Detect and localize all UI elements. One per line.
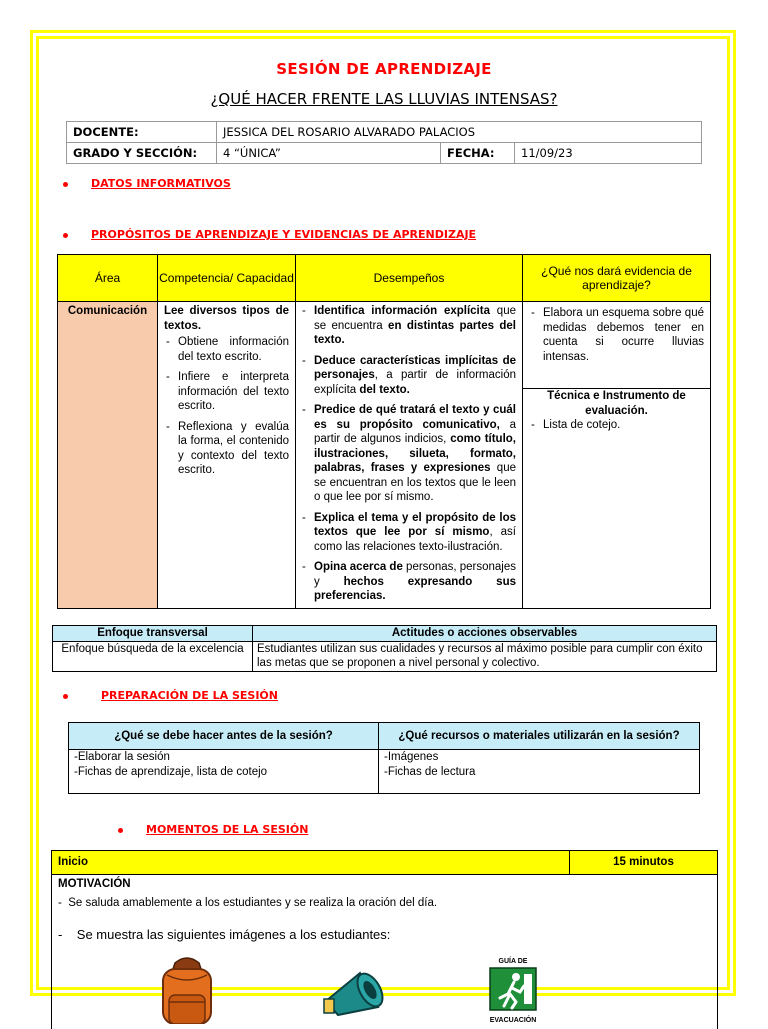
- bullet-dot: [63, 233, 68, 238]
- evidencia-list: [529, 306, 704, 364]
- antes-item: -Fichas de aprendizaje, lista de cotejo: [74, 765, 373, 780]
- actitudes-value: Estudiantes utilizan sus cualidades y recursos al máximo posible para cumplir con éxito las metas que se proponen a nivel personal y colectivo.: [253, 641, 717, 671]
- header-area: Área: [58, 255, 158, 302]
- document-subtitle: ¿QUÉ HACER FRENTE LAS LLUVIAS INTENSAS?: [0, 90, 768, 108]
- info-table: [66, 121, 702, 164]
- area-text: Comunicación: [68, 305, 147, 317]
- bullet-dot: [63, 182, 68, 187]
- grado-value: 4 “ÚNICA”: [217, 143, 441, 164]
- evacuation-guide-text: GUÍA DE: [484, 958, 542, 966]
- recursos-item: -Imágenes: [384, 750, 694, 765]
- desempeno-item: - Identifica información explícita que se encuentra en distintas partes del texto.: [300, 304, 516, 348]
- motivacion-title: MOTIVACIÓN: [58, 877, 711, 892]
- motivacion-line: - Se saluda amablemente a los estudiantes y se realiza la oración del día.: [58, 896, 711, 911]
- antes-cell: [69, 750, 379, 794]
- desempeno-item: - Opina acerca de personas, personajes y hechos expresando sus preferencias.: [300, 560, 516, 604]
- enfoque-value: Enfoque búsqueda de la excelencia: [53, 641, 253, 671]
- antes-header: ¿Qué se debe hacer antes de la sesión?: [69, 723, 379, 750]
- section-datos: DATOS INFORMATIVOS: [91, 177, 231, 190]
- bullet-dot: [118, 828, 123, 833]
- capacidad-item: - Infiere e interpreta información del texto escrito.: [164, 370, 289, 414]
- minutos-header: 15 minutos: [570, 851, 718, 875]
- antes-item: -Elaborar la sesión: [74, 750, 373, 765]
- running-man-icon: [484, 966, 542, 1012]
- capacidad-item: - Obtiene información del texto escrito.: [164, 335, 289, 364]
- grado-label: GRADO Y SECCIÓN:: [67, 143, 217, 164]
- header-competencia: Competencia/ Capacidad: [158, 255, 296, 302]
- header-desempenos: Desempeños: [296, 255, 523, 302]
- docente-label: DOCENTE:: [67, 122, 217, 143]
- tecnica-list: [529, 418, 704, 433]
- capacidades-list: [164, 335, 289, 478]
- recursos-item: -Fichas de lectura: [384, 765, 694, 780]
- actitudes-header: Actitudes o acciones observables: [253, 626, 717, 642]
- tecnica-item: - Lista de cotejo.: [529, 418, 704, 433]
- motivacion-line: - Se muestra las siguientes imágenes a los estudiantes:: [58, 928, 711, 943]
- area-cell: [58, 302, 158, 609]
- competencia-title: Lee diversos tipos de textos.: [164, 304, 289, 333]
- bullet-dot: [63, 694, 68, 699]
- section-preparacion: PREPARACIÓN DE LA SESIÓN: [101, 689, 278, 702]
- desempeno-item: - Explica el tema y el propósito de los textos que lee por sí mismo, así como las relaciones texto-ilustración.: [300, 511, 516, 555]
- section-propositos: PROPÓSITOS DE APRENDIZAJE Y EVIDENCIAS DE APRENDIZAJE: [91, 228, 476, 241]
- evidencia-item: - Elabora un esquema sobre qué medidas debemos tener en cuenta si ocurre lluvias intensas.: [529, 306, 704, 364]
- desempenos-list: [300, 304, 516, 604]
- desempeno-item: - Deduce características implícitas de personajes, a partir de información explícita del texto.: [300, 354, 516, 398]
- desempeno-item: - Predice de qué tratará el texto y cuál es su propósito comunicativo, a partir de algunos indicios, como título, ilustraciones, silueta, formato, palabras, frases y expresiones que se encuentran en los textos que le leen o que lee por sí mismo.: [300, 403, 516, 505]
- inicio-header: Inicio: [52, 851, 570, 875]
- megaphone-icon: [320, 963, 390, 1024]
- docente-value: JESSICA DEL ROSARIO ALVARADO PALACIOS: [217, 122, 702, 143]
- document-title: SESIÓN DE APRENDIZAJE: [0, 60, 768, 78]
- fecha-value: 11/09/23: [515, 143, 702, 164]
- capacidad-item: - Reflexiona y evalúa la forma, el contenido y contexto del texto escrito.: [164, 420, 289, 478]
- backpack-icon: [155, 955, 219, 1024]
- propositos-table: [57, 254, 711, 609]
- evacuation-guide-image: [484, 958, 542, 1024]
- competencia-cell: [158, 302, 296, 609]
- desempenos-cell: [296, 302, 523, 609]
- fecha-label: FECHA:: [441, 143, 515, 164]
- recursos-header: ¿Qué recursos o materiales utilizarán en la sesión?: [379, 723, 700, 750]
- tecnica-cell: [523, 389, 711, 609]
- evidencia-cell: [523, 302, 711, 389]
- header-evidencia: ¿Qué nos dará evidencia de aprendizaje?: [523, 255, 711, 302]
- recursos-cell: [379, 750, 700, 794]
- tecnica-title: Técnica e Instrumento de evaluación.: [529, 389, 704, 418]
- section-momentos: MOMENTOS DE LA SESIÓN: [146, 823, 308, 836]
- preparacion-table: [68, 722, 700, 794]
- enfoque-header: Enfoque transversal: [53, 626, 253, 642]
- evacuation-guide-text: EVACUACIÓN: [484, 1017, 542, 1025]
- enfoque-table: [52, 625, 717, 672]
